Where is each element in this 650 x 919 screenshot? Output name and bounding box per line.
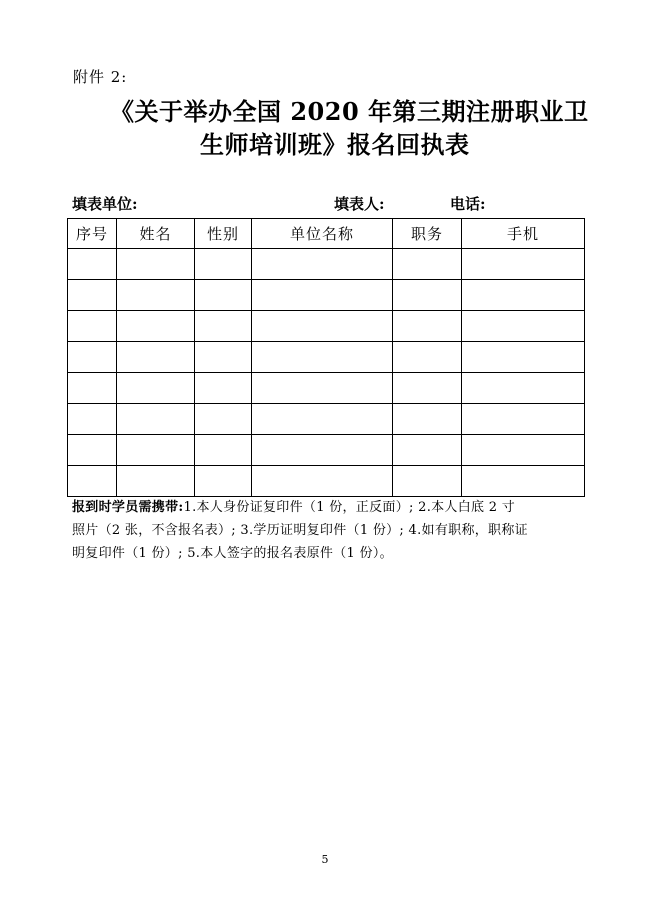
table-cell	[393, 249, 462, 280]
fill-unit-label: 填表单位:	[72, 195, 138, 213]
table-cell	[462, 249, 585, 280]
table-cell	[393, 404, 462, 435]
registration-table	[67, 218, 585, 497]
notes-label: 报到时学员需携带:	[72, 500, 184, 515]
table-cell	[195, 373, 252, 404]
table-cell	[117, 280, 195, 311]
table-cell	[252, 311, 393, 342]
table-cell	[68, 311, 117, 342]
table-cell	[393, 435, 462, 466]
table-cell	[462, 311, 585, 342]
table-cell	[68, 280, 117, 311]
title-line-2: 生师培训班》报名回执表	[200, 130, 470, 159]
table-cell	[252, 435, 393, 466]
table-cell	[195, 404, 252, 435]
table-cell	[462, 404, 585, 435]
fill-phone-label: 电话:	[450, 195, 486, 213]
table-cell	[68, 249, 117, 280]
table-cell	[117, 311, 195, 342]
header-name: 姓名	[117, 219, 195, 249]
header-gender: 性别	[195, 219, 252, 249]
table-row	[68, 373, 585, 404]
header-unit-name: 单位名称	[252, 219, 393, 249]
table-cell	[68, 404, 117, 435]
table-cell	[195, 342, 252, 373]
header-position: 职务	[393, 219, 462, 249]
table-row	[68, 311, 585, 342]
table-cell	[462, 342, 585, 373]
table-row	[68, 404, 585, 435]
table-row	[68, 466, 585, 497]
table-row	[68, 342, 585, 373]
notes-line-1	[72, 496, 592, 519]
table-cell	[195, 280, 252, 311]
table-cell	[252, 342, 393, 373]
table-cell	[252, 466, 393, 497]
fill-in-row	[72, 193, 592, 213]
table-cell	[117, 342, 195, 373]
table-cell	[195, 435, 252, 466]
notes	[72, 496, 592, 565]
header-mobile: 手机	[462, 219, 585, 249]
table-cell	[393, 466, 462, 497]
notes-text-1: 1.本人身份证复印件（1 份，正反面）; 2.本人白底 2 寸	[183, 500, 516, 515]
page-number: 5	[321, 853, 329, 866]
document-title	[110, 95, 590, 161]
table-cell	[252, 404, 393, 435]
table-header-row	[68, 219, 585, 249]
table-row	[68, 249, 585, 280]
table-cell	[195, 249, 252, 280]
table-row	[68, 435, 585, 466]
table-cell	[462, 466, 585, 497]
table-cell	[195, 466, 252, 497]
table-cell	[68, 435, 117, 466]
table-cell	[68, 466, 117, 497]
table-cell	[117, 373, 195, 404]
table-cell	[393, 280, 462, 311]
table-cell	[252, 249, 393, 280]
fill-person-label: 填表人:	[334, 195, 385, 213]
notes-line-2: 照片（2 张，不含报名表）; 3.学历证明复印件（1 份）; 4.如有职称，职称证	[72, 523, 528, 538]
table-cell	[117, 466, 195, 497]
table-cell	[393, 311, 462, 342]
table-cell	[68, 342, 117, 373]
table-cell	[195, 311, 252, 342]
table-cell	[393, 373, 462, 404]
table-cell	[252, 280, 393, 311]
table-cell	[462, 435, 585, 466]
table-cell	[68, 373, 117, 404]
table-cell	[462, 373, 585, 404]
header-serial: 序号	[68, 219, 117, 249]
table-cell	[252, 373, 393, 404]
notes-line-3: 明复印件（1 份）; 5.本人签字的报名表原件（1 份）。	[72, 546, 393, 561]
table-cell	[462, 280, 585, 311]
table-cell	[117, 404, 195, 435]
table-cell	[117, 249, 195, 280]
title-line-1: 《关于举办全国 2020 年第三期注册职业卫	[110, 97, 589, 126]
attachment-label: 附件 2:	[73, 68, 128, 86]
table-row	[68, 280, 585, 311]
table-cell	[393, 342, 462, 373]
table-cell	[117, 435, 195, 466]
